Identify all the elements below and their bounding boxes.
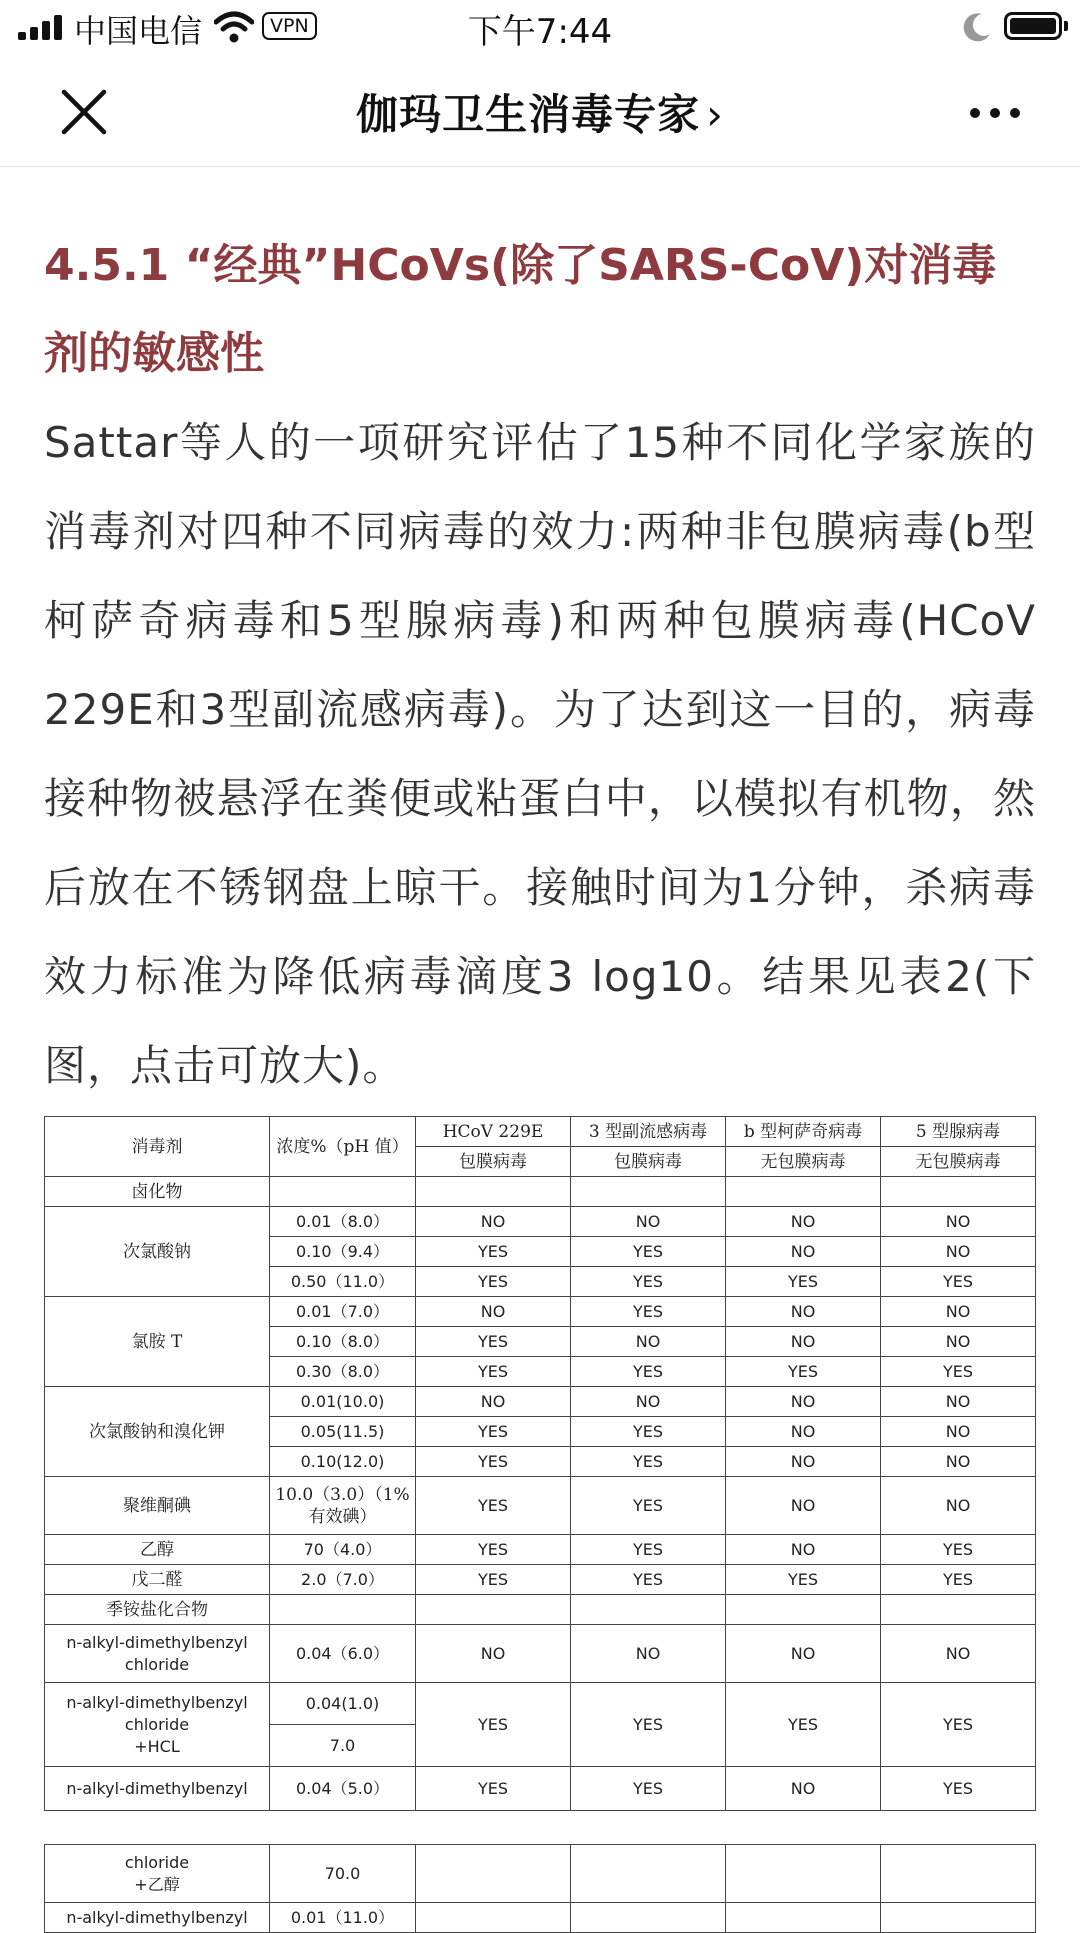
header-virus-2-type: 包膜病毒 bbox=[571, 1147, 726, 1177]
quat-name-line: chloride bbox=[124, 1852, 190, 1872]
result-cell: NO bbox=[571, 1387, 726, 1417]
conc-cell: 0.10(12.0) bbox=[270, 1447, 416, 1477]
result-cell: NO bbox=[571, 1327, 726, 1357]
result-cell: YES bbox=[881, 1535, 1036, 1565]
result-cell: NO bbox=[726, 1447, 881, 1477]
result-cell: YES bbox=[881, 1683, 1036, 1767]
conc-cell: 0.50（11.0） bbox=[270, 1267, 416, 1297]
header-virus-3: b 型柯萨奇病毒 bbox=[726, 1117, 881, 1147]
conc-cell: 70（4.0） bbox=[270, 1535, 416, 1565]
result-cell: YES bbox=[571, 1267, 726, 1297]
result-cell: YES bbox=[571, 1237, 726, 1267]
quat-name-line: +HCL bbox=[134, 1736, 180, 1756]
result-cell: NO bbox=[416, 1387, 571, 1417]
result-cell: YES bbox=[571, 1683, 726, 1767]
result-cell: NO bbox=[881, 1207, 1036, 1237]
result-cell: NO bbox=[726, 1327, 881, 1357]
result-cell: NO bbox=[881, 1327, 1036, 1357]
result-cell: NO bbox=[726, 1625, 881, 1683]
table-row bbox=[45, 1387, 1036, 1417]
result-cell: YES bbox=[726, 1683, 881, 1767]
result-cell: YES bbox=[571, 1417, 726, 1447]
group-label bbox=[45, 1625, 270, 1683]
result-cell: NO bbox=[726, 1477, 881, 1535]
result-cell: YES bbox=[881, 1357, 1036, 1387]
result-cell: NO bbox=[726, 1535, 881, 1565]
moon-icon bbox=[960, 10, 994, 44]
conc-cell: 2.0（7.0） bbox=[270, 1565, 416, 1595]
result-cell: YES bbox=[726, 1357, 881, 1387]
group-label: 季铵盐化合物 bbox=[45, 1595, 270, 1625]
group-label: 戊二醛 bbox=[45, 1565, 270, 1595]
quat-name-line: chloride bbox=[124, 1654, 190, 1674]
conc-cell: 0.10（9.4） bbox=[270, 1237, 416, 1267]
result-cell: YES bbox=[571, 1297, 726, 1327]
conc-cell: 0.04(1.0) bbox=[270, 1683, 416, 1725]
group-label: 氯胺 T bbox=[45, 1297, 270, 1387]
vpn-badge: VPN bbox=[262, 12, 317, 40]
header-virus-2: 3 型副流感病毒 bbox=[571, 1117, 726, 1147]
table-row bbox=[45, 1845, 1036, 1903]
result-cell: NO bbox=[416, 1207, 571, 1237]
result-cell: NO bbox=[571, 1207, 726, 1237]
quat-name-line: n-alkyl-dimethylbenzyl bbox=[66, 1692, 248, 1712]
result-cell: YES bbox=[416, 1447, 571, 1477]
table-row bbox=[45, 1903, 1036, 1933]
result-cell: YES bbox=[416, 1767, 571, 1811]
result-cell: YES bbox=[416, 1683, 571, 1767]
conc-cell: 0.04（6.0） bbox=[270, 1625, 416, 1683]
disinfectant-table[interactable] bbox=[44, 1116, 1036, 1811]
result-cell: YES bbox=[881, 1565, 1036, 1595]
header-virus-3-type: 无包膜病毒 bbox=[726, 1147, 881, 1177]
result-cell: YES bbox=[416, 1477, 571, 1535]
account-name[interactable]: 伽玛卫生消毒专家 bbox=[356, 90, 701, 139]
header-virus-1-type: 包膜病毒 bbox=[416, 1147, 571, 1177]
group-label: n-alkyl-dimethylbenzyl bbox=[45, 1767, 270, 1811]
group-label: 乙醇 bbox=[45, 1535, 270, 1565]
conc-cell: 10.0（3.0）（1%有效碘） bbox=[270, 1477, 416, 1535]
header-virus-4: 5 型腺病毒 bbox=[881, 1117, 1036, 1147]
conc-cell: 0.01（7.0） bbox=[270, 1297, 416, 1327]
chevron-right-icon[interactable]: › bbox=[706, 90, 724, 139]
group-label bbox=[45, 1683, 270, 1767]
header-virus-1: HCoV 229E bbox=[416, 1117, 571, 1147]
table-row bbox=[45, 1767, 1036, 1811]
nav-bar bbox=[0, 54, 1080, 167]
header-disinfectant: 消毒剂 bbox=[45, 1117, 270, 1177]
result-cell: YES bbox=[416, 1565, 571, 1595]
result-cell: YES bbox=[416, 1267, 571, 1297]
quat-name-line: n-alkyl-dimethylbenzyl bbox=[66, 1632, 248, 1652]
conc-cell: 0.05(11.5) bbox=[270, 1417, 416, 1447]
conc-cell: 0.04（5.0） bbox=[270, 1767, 416, 1811]
result-cell: YES bbox=[726, 1565, 881, 1595]
article-paragraph: Sattar等人的一项研究评估了15种不同化学家族的消毒剂对四种不同病毒的效力:两种非包膜病毒(b型柯萨奇病毒和5型腺病毒)和两种包膜病毒(HCoV 229E和3型副流感病毒)。为了达到这一目的，病毒接种物被悬浮在粪便或粘蛋白中，以模拟有机物，然后放在不锈钢盘上晾干。接触时间为1分钟，杀病毒效力标准为降低病毒滴度3 log10。结果见表2(下图，点击可放大)。 bbox=[44, 418, 1036, 1090]
result-cell: NO bbox=[881, 1387, 1036, 1417]
result-cell: YES bbox=[571, 1447, 726, 1477]
result-cell: YES bbox=[571, 1477, 726, 1535]
result-cell: YES bbox=[416, 1237, 571, 1267]
table-row bbox=[45, 1207, 1036, 1237]
account-title[interactable] bbox=[0, 82, 1080, 142]
battery-tip bbox=[1064, 21, 1068, 31]
table-row bbox=[45, 1625, 1036, 1683]
header-virus-4-type: 无包膜病毒 bbox=[881, 1147, 1036, 1177]
status-bar bbox=[0, 0, 1080, 54]
group-label: 聚维酮碘 bbox=[45, 1477, 270, 1535]
result-cell: NO bbox=[571, 1625, 726, 1683]
group-label: 次氯酸钠和溴化钾 bbox=[45, 1387, 270, 1477]
conc-cell: 0.01（8.0） bbox=[270, 1207, 416, 1237]
result-cell: YES bbox=[726, 1267, 881, 1297]
result-cell: YES bbox=[571, 1357, 726, 1387]
battery-icon bbox=[1004, 12, 1062, 40]
result-cell: YES bbox=[571, 1565, 726, 1595]
group-label bbox=[45, 1845, 270, 1903]
result-cell: NO bbox=[416, 1625, 571, 1683]
result-cell: NO bbox=[881, 1447, 1036, 1477]
result-cell: NO bbox=[881, 1237, 1036, 1267]
group-label: 卤化物 bbox=[45, 1177, 270, 1207]
result-cell: NO bbox=[881, 1297, 1036, 1327]
result-cell: NO bbox=[881, 1625, 1036, 1683]
quat-name-line: chloride bbox=[124, 1714, 190, 1734]
result-cell: NO bbox=[881, 1477, 1036, 1535]
result-cell: NO bbox=[726, 1237, 881, 1267]
quat-name-line: +乙醇 bbox=[134, 1874, 180, 1894]
result-cell: YES bbox=[571, 1767, 726, 1811]
table-row bbox=[45, 1565, 1036, 1595]
result-cell: NO bbox=[726, 1767, 881, 1811]
conc-cell: 0.01（11.0） bbox=[270, 1903, 416, 1933]
status-time: 下午7:44 bbox=[467, 12, 613, 52]
result-cell: NO bbox=[726, 1417, 881, 1447]
result-cell: YES bbox=[416, 1357, 571, 1387]
result-cell: YES bbox=[571, 1535, 726, 1565]
result-cell: NO bbox=[726, 1387, 881, 1417]
conc-cell: 0.01(10.0) bbox=[270, 1387, 416, 1417]
conc-cell: 7.0 bbox=[270, 1725, 416, 1767]
result-cell: NO bbox=[881, 1417, 1036, 1447]
article-content bbox=[44, 232, 1036, 1110]
result-cell: NO bbox=[726, 1297, 881, 1327]
result-cell: YES bbox=[416, 1535, 571, 1565]
section-heading: 4.5.1 “经典”HCoVs(除了SARS-CoV)对消毒剂的敏感性 bbox=[44, 240, 997, 379]
result-cell: NO bbox=[416, 1297, 571, 1327]
result-cell: YES bbox=[416, 1327, 571, 1357]
conc-cell: 0.30（8.0） bbox=[270, 1357, 416, 1387]
table-row bbox=[45, 1683, 1036, 1725]
result-cell: NO bbox=[726, 1207, 881, 1237]
group-label: 次氯酸钠 bbox=[45, 1207, 270, 1297]
result-cell: YES bbox=[881, 1767, 1036, 1811]
conc-cell: 70.0 bbox=[270, 1845, 416, 1903]
table-row bbox=[45, 1297, 1036, 1327]
header-concentration: 浓度%（pH 值） bbox=[270, 1117, 416, 1177]
table-row bbox=[45, 1535, 1036, 1565]
group-label: n-alkyl-dimethylbenzyl bbox=[45, 1903, 270, 1933]
carrier-name: 中国电信 bbox=[74, 12, 203, 50]
result-cell: YES bbox=[881, 1267, 1036, 1297]
result-cell: YES bbox=[416, 1417, 571, 1447]
conc-cell: 0.10（8.0） bbox=[270, 1327, 416, 1357]
table-row bbox=[45, 1477, 1036, 1535]
more-options-icon[interactable] bbox=[970, 104, 1024, 120]
